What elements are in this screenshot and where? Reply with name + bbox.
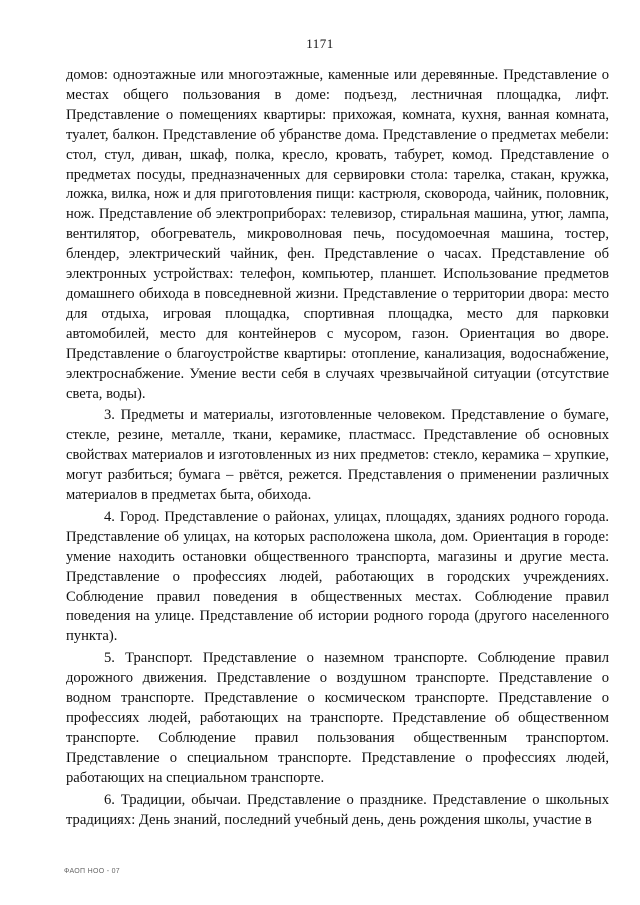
document-body (66, 66, 609, 830)
paragraph-5-transport: 5. Транспорт. Представление о наземном транспорте. Соблюдение правил дорожного движения. Представление о воздушном транспорте. Представление о водном транспорте. Представление о космическом транспорте. Представление о профессиях людей, работающих на транспорте. Представление об общественном транспорте. Соблюдение правил пользования общественным транспортом. Представление о специальном транспорте. Представление о профессиях людей, работающих на специальном транспорте. (66, 650, 609, 786)
paragraph-4-city: 4. Город. Представление о районах, улицах, площадях, зданиях родного города. Представление об улицах, на которых расположена школа, дом. Ориентация в городе: умение находить остановки общественного транспорта, магазины и другие места. Представление о профессиях людей, работающих в городских учреждениях. Соблюдение правил поведения в общественных местах. Соблюдение правил поведения на улице. Представление об истории родного города (другого населенного пункта). (66, 508, 609, 645)
paragraph-3-materials: 3. Предметы и материалы, изготовленные человеком. Представление о бумаге, стекле, резине, металле, ткани, керамике, пластмасс. Представление об основных свойствах материалов и изготовленных из них предметов: стекло, керамика – хрупкие, могут разбиться; бумага – рвётся, режется. Представления о применении различных материалов в предметах быта, обихода. (66, 407, 609, 504)
paragraph-6-traditions: 6. Традиции, обычаи. Представление о празднике. Представление о школьных традициях: День знаний, последний учебный день, день рождения школы, участие в (66, 791, 609, 828)
paragraph-continued: домов: одноэтажные или многоэтажные, каменные или деревянные. Представление о местах общего пользования в доме: подъезд, лестничная площадка, лифт. Представление о помещениях квартиры: прихожая, комната, кухня, ванная комната, туалет, балкон. Представление об убранстве дома. Представление о предметах мебели: стол, стул, диван, шкаф, полка, кресло, кровать, табурет, комод. Представление о предметах посуды, предназначенных для сервировки стола: тарелка, стакан, кружка, ложка, вилка, нож и для приготовления пищи: кастрюля, сковорода, чайник, половник, нож. Представление об электроприборах: телевизор, стиральная машина, утюг, лампа, вентилятор, обогреватель, микроволновая печь, посудомоечная машина, тостер, блендер, электрический чайник, фен. Представление о часах. Представление об электронных устройствах: телефон, компьютер, планшет. Использование предметов домашнего обихода в повседневной жизни. Представление о территории двора: место для отдыха, игровая площадка, спортивная площадка, место для парковки автомобилей, место для контейнеров с мусором, газон. Ориентация во дворе. Представление о благоустройстве квартиры: отопление, канализация, водоснабжение, электроснабжение. Умение вести себя в случаях чрезвычайной ситуации (отсутствие света, воды). (66, 67, 609, 402)
page-number: 1171 (306, 36, 334, 51)
footer-document-code: ФАОП НОО - 07 (64, 868, 120, 875)
